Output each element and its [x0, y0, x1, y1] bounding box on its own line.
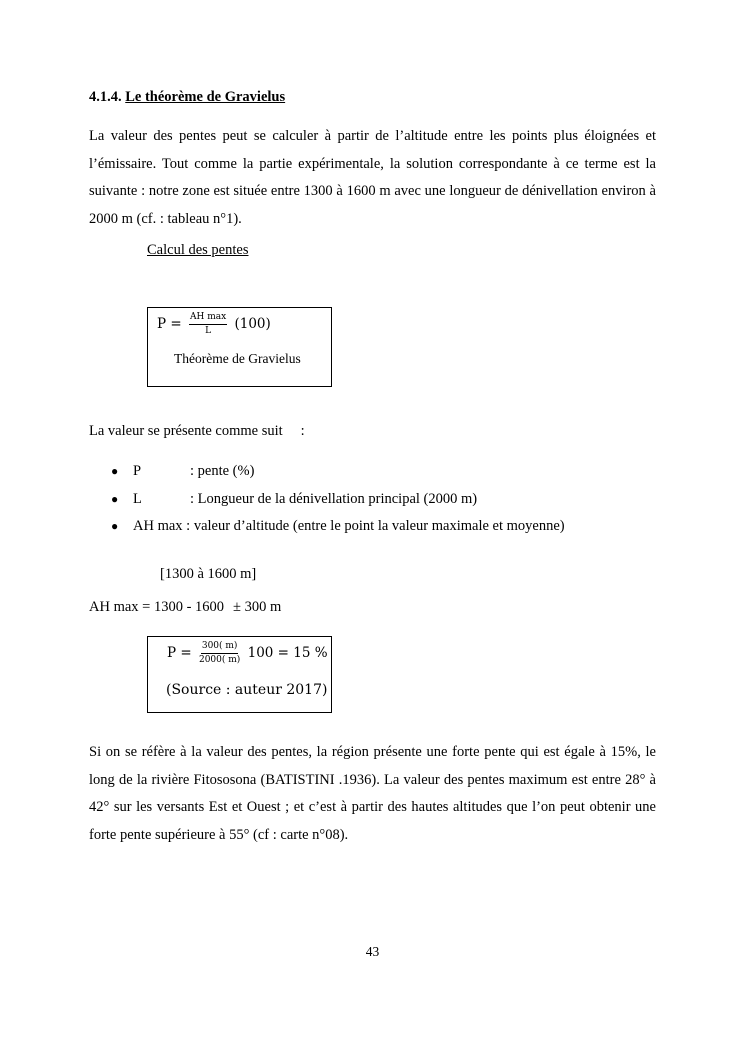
conclusion-paragraph: Si on se réfère à la valeur des pentes, la région présente une forte pente qui est égale à 15%, le long de la rivière Fitososona (BATISTINI .1936). La valeur des pentes maximum est entre 28° à 42° sur les versants Est et Ouest ; et c’est à partir des hautes altitudes que l’on peut obtenir une forte pente supérieure à 55° (cf : carte n°08).: [89, 744, 656, 843]
list-intro-colon: :: [300, 423, 305, 439]
bullet-icon: ●: [111, 464, 119, 478]
fraction-denominator: L: [205, 326, 212, 336]
subheading-calcul: Calcul des pentes: [147, 242, 249, 258]
fraction: [199, 641, 240, 666]
section-title: Le théorème de Gravielus: [125, 89, 286, 105]
intro-paragraph: La valeur des pentes peut se calculer à partir de l’altitude entre les points plus éloignées et l’émissaire. Tout comme la partie expérimentale, la solution correspondante à ce terme est la suivante : notre zone est située entre 1300 à 1600 m avec une longueur de dénivellation environ à 2000 m (cf. : tableau n°1).: [89, 128, 656, 227]
definition-description: : Longueur de la dénivellation principal (2000 m): [190, 490, 478, 507]
formula-caption: Théorème de Gravielus: [174, 351, 301, 366]
formula-source: (Source : auteur 2017): [166, 682, 328, 698]
formula-factor: (100): [234, 316, 271, 332]
fraction-numerator: 300( m): [201, 641, 239, 654]
formula-value: 100 = 15 %: [247, 645, 328, 661]
formula-box-gravielus: [147, 307, 332, 387]
ahmax-result: ± 300 m: [233, 599, 282, 615]
list-intro-text: La valeur se présente comme suit: [89, 423, 283, 439]
section-number: 4.1.4.: [89, 89, 122, 105]
section-heading: [89, 89, 285, 106]
formula-box-result: [147, 636, 332, 713]
formula-lhs: P =: [157, 316, 182, 332]
page-number: 43: [365, 944, 380, 959]
fraction: [189, 312, 227, 337]
formula-lhs: P =: [167, 645, 192, 661]
definition-description: : pente (%): [190, 463, 255, 479]
fraction-numerator: AH max: [189, 312, 227, 325]
ahmax-text: AH max = 1300 - 1600: [89, 599, 225, 615]
definition-term: L: [133, 490, 142, 507]
formula-result: [167, 641, 328, 666]
list-item: [107, 486, 565, 514]
definition-list: [107, 458, 565, 541]
formula-gravielus: [157, 312, 271, 337]
definition-term: AH max: [133, 518, 183, 534]
altitude-range: [1300 à 1600 m]: [160, 566, 257, 582]
definition-description: : valeur d’altitude (entre le point la valeur maximale et moyenne): [182, 518, 565, 534]
bullet-icon: ●: [111, 491, 119, 506]
list-item: [107, 513, 565, 541]
list-item: [107, 458, 565, 486]
bullet-icon: ●: [111, 519, 119, 533]
list-intro: [89, 423, 305, 440]
definition-term: P: [133, 463, 142, 479]
ahmax-equation: [89, 599, 281, 616]
fraction-denominator: 2000( m): [198, 655, 241, 665]
